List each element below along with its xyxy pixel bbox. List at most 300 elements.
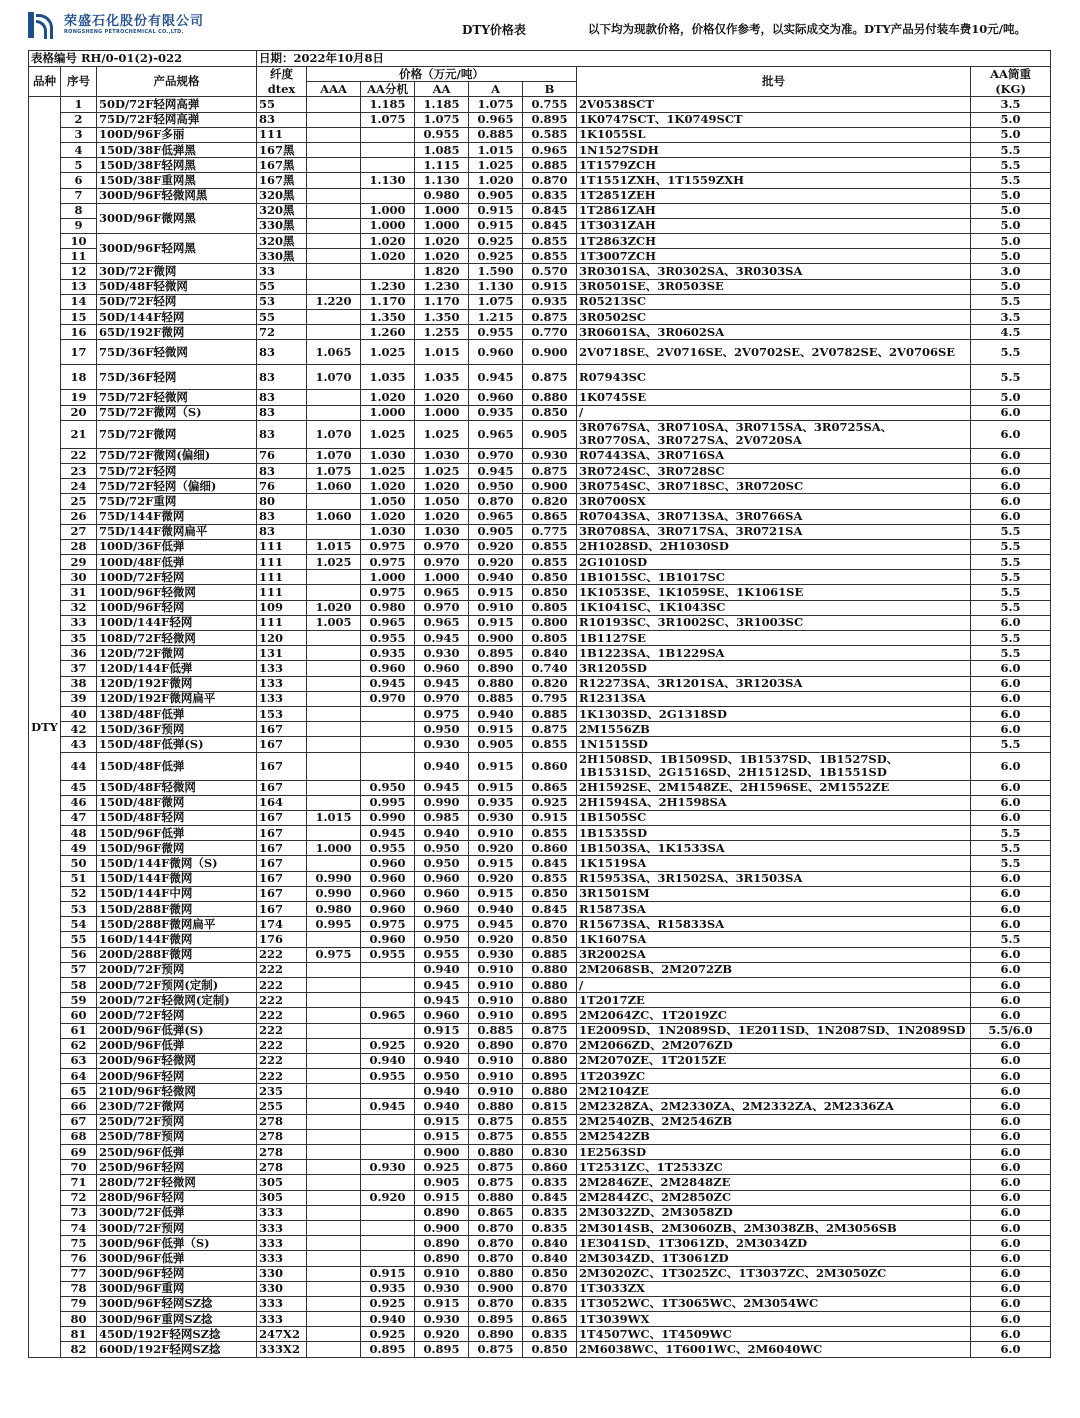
batch-cell: 2H1508SD、1B1509SD、1B1537SD、1B1527SD、1B1531SD、2G1516SD、2H1512SD、1B1551SD	[577, 752, 971, 780]
spec-cell: 100D/96F多丽	[97, 127, 257, 142]
batch-cell: 2H1594SA、2H1598SA	[577, 795, 971, 810]
table-row	[29, 555, 1051, 570]
price-aa-cell: 0.920	[415, 1327, 469, 1342]
price-aa-cell: 0.985	[415, 810, 469, 825]
dtex-cell: 153	[257, 706, 307, 721]
weight-cell: 6.0	[971, 1220, 1051, 1235]
spec-cell: 50D/72F轻网高弹	[97, 97, 257, 112]
price-aa-cell: 0.950	[415, 841, 469, 856]
price-aa-cell: 0.940	[415, 962, 469, 977]
price-b-cell: 0.815	[523, 1099, 577, 1114]
table-row	[29, 390, 1051, 405]
spec-cell: 300D/96F轻网SZ捻	[97, 1296, 257, 1311]
price-b-cell: 0.855	[523, 871, 577, 886]
dtex-cell: 167黑	[257, 158, 307, 173]
company-name-cn: 荣盛石化股份有限公司	[64, 14, 205, 29]
weight-cell: 6.0	[971, 1296, 1051, 1311]
price-b-cell: 0.820	[523, 676, 577, 691]
price-aa-split-cell: 1.020	[361, 390, 415, 405]
dtex-cell: 174	[257, 917, 307, 932]
price-aa-split-cell: 0.895	[361, 1342, 415, 1357]
price-b-cell: 0.900	[523, 479, 577, 494]
price-aa-split-cell: 0.995	[361, 795, 415, 810]
seq-cell: 39	[61, 691, 97, 706]
spec-cell: 75D/144F微网扁平	[97, 524, 257, 539]
weight-cell: 5.5	[971, 142, 1051, 157]
price-a-cell: 1.075	[469, 97, 523, 112]
price-a-cell: 0.880	[469, 1145, 523, 1160]
price-b-cell: 0.840	[523, 646, 577, 661]
price-aa-split-cell	[361, 977, 415, 992]
spec-cell: 150D/38F低弹黑	[97, 142, 257, 157]
table-row	[29, 1220, 1051, 1235]
seq-cell: 18	[61, 365, 97, 390]
price-aa-cell: 1.030	[415, 524, 469, 539]
seq-cell: 28	[61, 539, 97, 554]
dtex-cell: 320黑	[257, 203, 307, 218]
table-row	[29, 1084, 1051, 1099]
spec-cell: 300D/96F轻网黑	[97, 234, 257, 264]
weight-cell: 6.0	[971, 1008, 1051, 1023]
price-a-cell: 0.905	[469, 737, 523, 752]
seq-cell: 19	[61, 390, 97, 405]
price-aa-cell: 0.970	[415, 691, 469, 706]
dtex-cell: 83	[257, 390, 307, 405]
weight-cell: 6.0	[971, 463, 1051, 478]
price-aa-split-cell: 0.975	[361, 585, 415, 600]
batch-cell: 1K1607SA	[577, 932, 971, 947]
table-row	[29, 962, 1051, 977]
weight-cell: 3.5	[971, 97, 1051, 112]
dtex-cell: 83	[257, 463, 307, 478]
seq-cell: 54	[61, 917, 97, 932]
seq-cell: 9	[61, 218, 97, 233]
price-aaa-cell: 1.015	[307, 810, 361, 825]
dtex-cell: 83	[257, 420, 307, 448]
price-aaa-cell	[307, 661, 361, 676]
batch-cell: 3R0708SA、3R0717SA、3R0721SA	[577, 524, 971, 539]
price-aa-split-cell: 0.935	[361, 1281, 415, 1296]
weight-cell: 6.0	[971, 691, 1051, 706]
weight-cell: 5.0	[971, 188, 1051, 203]
weight-cell: 3.5	[971, 310, 1051, 325]
dtex-cell: 278	[257, 1114, 307, 1129]
price-a-cell: 0.910	[469, 1053, 523, 1068]
table-row	[29, 902, 1051, 917]
spec-cell: 200D/96F轻网	[97, 1069, 257, 1084]
weight-cell: 6.0	[971, 509, 1051, 524]
weight-cell: 6.0	[971, 479, 1051, 494]
weight-cell: 6.0	[971, 494, 1051, 509]
dtex-cell: 83	[257, 340, 307, 365]
price-b-cell: 0.775	[523, 524, 577, 539]
price-a-cell: 0.945	[469, 365, 523, 390]
price-a-cell: 1.215	[469, 310, 523, 325]
seq-cell: 48	[61, 826, 97, 841]
price-b-cell: 0.830	[523, 1145, 577, 1160]
spec-cell: 150D/48F低弹	[97, 752, 257, 780]
dtex-cell: 330	[257, 1266, 307, 1281]
price-aaa-cell: 0.990	[307, 886, 361, 901]
spec-cell: 250D/96F轻网	[97, 1160, 257, 1175]
price-aa-cell: 0.965	[415, 615, 469, 630]
price-aa-cell: 0.960	[415, 902, 469, 917]
seq-cell: 55	[61, 932, 97, 947]
price-a-cell: 0.910	[469, 1008, 523, 1023]
table-row	[29, 325, 1051, 340]
col-aaa: AAA	[307, 82, 361, 97]
document-title: DTY价格表	[462, 23, 526, 37]
table-row	[29, 1099, 1051, 1114]
dtex-cell: 167	[257, 841, 307, 856]
price-aa-cell: 0.950	[415, 856, 469, 871]
weight-cell: 6.0	[971, 448, 1051, 463]
price-aa-cell: 0.900	[415, 1145, 469, 1160]
batch-cell: /	[577, 405, 971, 420]
price-aa-split-cell: 0.950	[361, 780, 415, 795]
dtex-cell: 111	[257, 585, 307, 600]
price-aa-split-cell	[361, 142, 415, 157]
batch-cell: 1T4507WC、1T4509WC	[577, 1327, 971, 1342]
batch-cell: 2M3032ZD、2M3058ZD	[577, 1205, 971, 1220]
price-aa-split-cell: 0.960	[361, 856, 415, 871]
spec-cell: 300D/96F轻网	[97, 1266, 257, 1281]
price-b-cell: 0.925	[523, 795, 577, 810]
price-b-cell: 0.845	[523, 1190, 577, 1205]
price-a-cell: 0.870	[469, 1220, 523, 1235]
price-aa-split-cell: 0.970	[361, 691, 415, 706]
price-aaa-cell	[307, 405, 361, 420]
weight-cell: 5.5	[971, 570, 1051, 585]
price-aa-cell: 0.945	[415, 631, 469, 646]
batch-cell: 1E2009SD、1N2089SD、1E2011SD、1N2087SD、1N2089SD	[577, 1023, 971, 1038]
seq-cell: 61	[61, 1023, 97, 1038]
spec-cell: 300D/96F低弹	[97, 1251, 257, 1266]
seq-cell: 81	[61, 1327, 97, 1342]
spec-cell: 138D/48F低弹	[97, 706, 257, 721]
seq-cell: 79	[61, 1296, 97, 1311]
price-b-cell: 0.865	[523, 780, 577, 795]
table-row	[29, 795, 1051, 810]
price-aa-split-cell: 0.940	[361, 1053, 415, 1068]
table-row	[29, 841, 1051, 856]
spec-cell: 30D/72F微网	[97, 264, 257, 279]
price-aa-split-cell	[361, 1175, 415, 1190]
spec-cell: 250D/72F预网	[97, 1114, 257, 1129]
price-a-cell: 0.905	[469, 188, 523, 203]
price-b-cell: 0.855	[523, 555, 577, 570]
price-b-cell: 0.795	[523, 691, 577, 706]
logo-icon	[28, 12, 56, 38]
seq-cell: 31	[61, 585, 97, 600]
price-b-cell: 0.885	[523, 706, 577, 721]
seq-cell: 33	[61, 615, 97, 630]
price-aaa-cell: 1.060	[307, 509, 361, 524]
table-row	[29, 1160, 1051, 1175]
price-b-cell: 0.835	[523, 1205, 577, 1220]
price-b-cell: 0.870	[523, 1038, 577, 1053]
seq-cell: 27	[61, 524, 97, 539]
spec-cell: 300D/96F重网SZ捻	[97, 1312, 257, 1327]
spec-cell: 200D/72F轻网	[97, 1008, 257, 1023]
weight-cell: 6.0	[971, 962, 1051, 977]
dtex-cell: 333	[257, 1251, 307, 1266]
batch-cell: 3R2002SA	[577, 947, 971, 962]
price-notice: 以下均为现款价格，价格仅作参考，以实际成交为准。DTY产品另付装车费10元/吨。	[588, 22, 1026, 36]
seq-cell: 47	[61, 810, 97, 825]
price-a-cell: 0.910	[469, 977, 523, 992]
batch-cell: 1T2039ZC	[577, 1069, 971, 1084]
price-aa-split-cell: 1.050	[361, 494, 415, 509]
price-b-cell: 0.880	[523, 977, 577, 992]
weight-cell: 6.0	[971, 902, 1051, 917]
price-aa-cell: 1.115	[415, 158, 469, 173]
weight-cell: 6.0	[971, 1281, 1051, 1296]
spec-cell: 250D/78F预网	[97, 1129, 257, 1144]
table-row	[29, 886, 1051, 901]
seq-cell: 80	[61, 1312, 97, 1327]
price-aa-cell: 0.920	[415, 1038, 469, 1053]
table-row	[29, 780, 1051, 795]
weight-cell: 6.0	[971, 1205, 1051, 1220]
spec-cell: 100D/96F轻微网	[97, 585, 257, 600]
price-aaa-cell	[307, 676, 361, 691]
table-row	[29, 585, 1051, 600]
price-aa-cell: 1.030	[415, 448, 469, 463]
table-row	[29, 1053, 1051, 1068]
price-aa-cell: 0.900	[415, 1220, 469, 1235]
price-aa-cell: 0.940	[415, 826, 469, 841]
batch-cell: 1E2563SD	[577, 1145, 971, 1160]
batch-cell: 2M2066ZD、2M2076ZD	[577, 1038, 971, 1053]
dtex-cell: 55	[257, 279, 307, 294]
price-b-cell: 0.895	[523, 112, 577, 127]
price-a-cell: 0.870	[469, 1251, 523, 1266]
price-aa-cell: 0.945	[415, 780, 469, 795]
col-seq: 序号	[61, 67, 97, 97]
seq-cell: 36	[61, 646, 97, 661]
price-aaa-cell	[307, 310, 361, 325]
price-aaa-cell	[307, 1281, 361, 1296]
price-a-cell: 0.915	[469, 752, 523, 780]
table-row	[29, 871, 1051, 886]
weight-cell: 6.0	[971, 1160, 1051, 1175]
table-row	[29, 1008, 1051, 1023]
weight-cell: 6.0	[971, 1099, 1051, 1114]
spec-cell: 160D/144F微网	[97, 932, 257, 947]
price-b-cell: 0.850	[523, 932, 577, 947]
price-aaa-cell	[307, 977, 361, 992]
seq-cell: 15	[61, 310, 97, 325]
col-dtex-top: 纤度	[257, 67, 307, 82]
spec-cell: 300D/96F轻微网黑	[97, 188, 257, 203]
dtex-cell: 133	[257, 661, 307, 676]
price-aa-split-cell	[361, 962, 415, 977]
spec-cell: 108D/72F轻微网	[97, 631, 257, 646]
price-aa-split-cell: 0.915	[361, 1266, 415, 1281]
weight-cell: 6.0	[971, 810, 1051, 825]
dtex-cell: 222	[257, 962, 307, 977]
dtex-cell: 167	[257, 886, 307, 901]
seq-cell: 53	[61, 902, 97, 917]
weight-cell: 6.0	[971, 780, 1051, 795]
price-b-cell: 0.930	[523, 448, 577, 463]
weight-cell: 6.0	[971, 993, 1051, 1008]
price-aa-split-cell: 1.130	[361, 173, 415, 188]
table-row	[29, 494, 1051, 509]
seq-cell: 71	[61, 1175, 97, 1190]
price-a-cell: 0.875	[469, 1129, 523, 1144]
seq-cell: 65	[61, 1084, 97, 1099]
price-b-cell: 0.865	[523, 509, 577, 524]
price-a-cell: 1.590	[469, 264, 523, 279]
price-aa-cell: 0.965	[415, 585, 469, 600]
company-logo	[28, 12, 204, 38]
price-b-cell: 0.835	[523, 1175, 577, 1190]
batch-cell: 1K1055SL	[577, 127, 971, 142]
price-a-cell: 0.950	[469, 479, 523, 494]
price-b-cell: 0.855	[523, 234, 577, 249]
seq-cell: 74	[61, 1220, 97, 1235]
batch-cell: 1N1515SD	[577, 737, 971, 752]
price-aaa-cell	[307, 158, 361, 173]
spec-cell: 230D/72F微网	[97, 1099, 257, 1114]
price-a-cell: 0.915	[469, 203, 523, 218]
spec-cell: 100D/72F轻网	[97, 570, 257, 585]
seq-cell: 52	[61, 886, 97, 901]
table-row	[29, 1145, 1051, 1160]
table-row	[29, 365, 1051, 390]
seq-cell: 3	[61, 127, 97, 142]
col-weight-bottom: (KG)	[971, 82, 1051, 97]
weight-cell: 6.0	[971, 1175, 1051, 1190]
price-aaa-cell	[307, 264, 361, 279]
dtex-cell: 222	[257, 993, 307, 1008]
batch-cell: 3R0700SX	[577, 494, 971, 509]
price-aaa-cell	[307, 1175, 361, 1190]
price-aa-split-cell: 0.920	[361, 1190, 415, 1205]
price-b-cell: 0.805	[523, 600, 577, 615]
seq-cell: 64	[61, 1069, 97, 1084]
weight-cell: 6.0	[971, 706, 1051, 721]
seq-cell: 49	[61, 841, 97, 856]
price-aa-cell: 0.890	[415, 1205, 469, 1220]
price-aaa-cell	[307, 1023, 361, 1038]
price-a-cell: 0.915	[469, 780, 523, 795]
spec-cell: 75D/72F微网	[97, 420, 257, 448]
price-a-cell: 0.885	[469, 127, 523, 142]
form-date: 日期：2022年10月8日	[257, 51, 1051, 67]
spec-cell: 200D/96F低弹(S)	[97, 1023, 257, 1038]
table-row	[29, 1236, 1051, 1251]
seq-cell: 4	[61, 142, 97, 157]
seq-cell: 8	[61, 203, 97, 218]
spec-cell: 280D/96F轻网	[97, 1190, 257, 1205]
price-aaa-cell	[307, 1190, 361, 1205]
weight-cell: 6.0	[971, 1251, 1051, 1266]
batch-cell: 1T3033ZX	[577, 1281, 971, 1296]
spec-cell: 300D/96F低弹（S)	[97, 1236, 257, 1251]
dtex-cell: 222	[257, 1069, 307, 1084]
dtex-cell: 278	[257, 1129, 307, 1144]
weight-cell: 5.5	[971, 555, 1051, 570]
price-aaa-cell	[307, 1342, 361, 1357]
dtex-cell: 167	[257, 826, 307, 841]
batch-cell: 1T2531ZC、1T2533ZC	[577, 1160, 971, 1175]
price-b-cell: 0.860	[523, 1160, 577, 1175]
price-aa-cell: 1.000	[415, 405, 469, 420]
table-row	[29, 448, 1051, 463]
price-aa-split-cell: 0.960	[361, 932, 415, 947]
price-a-cell: 0.970	[469, 448, 523, 463]
dtex-cell: 222	[257, 977, 307, 992]
dtex-cell: 222	[257, 947, 307, 962]
dtex-cell: 111	[257, 539, 307, 554]
seq-cell: 37	[61, 661, 97, 676]
weight-cell: 5.5	[971, 585, 1051, 600]
dtex-cell: 333X2	[257, 1342, 307, 1357]
price-b-cell: 0.840	[523, 1251, 577, 1266]
price-aaa-cell	[307, 142, 361, 157]
batch-cell: 1K1303SD、2G1318SD	[577, 706, 971, 721]
batch-cell: 1B1127SE	[577, 631, 971, 646]
price-aaa-cell	[307, 1327, 361, 1342]
spec-cell: 75D/36F轻网	[97, 365, 257, 390]
spec-cell: 100D/144F轻网	[97, 615, 257, 630]
price-aaa-cell	[307, 752, 361, 780]
price-a-cell: 0.920	[469, 539, 523, 554]
price-aa-cell: 0.930	[415, 646, 469, 661]
weight-cell: 6.0	[971, 1312, 1051, 1327]
seq-cell: 58	[61, 977, 97, 992]
price-a-cell: 0.880	[469, 676, 523, 691]
seq-cell: 56	[61, 947, 97, 962]
dtex-cell: 55	[257, 310, 307, 325]
price-b-cell: 0.875	[523, 722, 577, 737]
dtex-cell: 167	[257, 902, 307, 917]
price-aa-split-cell: 0.975	[361, 555, 415, 570]
weight-cell: 6.0	[971, 1266, 1051, 1281]
weight-cell: 5.5	[971, 932, 1051, 947]
price-aa-split-cell	[361, 1205, 415, 1220]
weight-cell: 6.0	[971, 752, 1051, 780]
price-b-cell: 0.820	[523, 494, 577, 509]
dtex-cell: 167	[257, 780, 307, 795]
table-row	[29, 737, 1051, 752]
price-aa-cell: 0.975	[415, 706, 469, 721]
price-aa-split-cell	[361, 1129, 415, 1144]
price-b-cell: 0.585	[523, 127, 577, 142]
price-aa-cell: 1.185	[415, 97, 469, 112]
table-row	[29, 127, 1051, 142]
weight-cell: 5.5	[971, 631, 1051, 646]
price-aaa-cell	[307, 173, 361, 188]
dtex-cell: 333	[257, 1312, 307, 1327]
price-aaa-cell	[307, 780, 361, 795]
table-row	[29, 1342, 1051, 1357]
price-aa-split-cell: 1.000	[361, 218, 415, 233]
price-aaa-cell	[307, 1069, 361, 1084]
price-aa-split-cell	[361, 1220, 415, 1235]
price-aa-split-cell: 1.185	[361, 97, 415, 112]
table-row	[29, 676, 1051, 691]
seq-cell: 57	[61, 962, 97, 977]
price-a-cell: 1.020	[469, 173, 523, 188]
spec-cell: 200D/96F轻微网	[97, 1053, 257, 1068]
price-b-cell: 0.845	[523, 218, 577, 233]
price-aa-cell: 0.960	[415, 871, 469, 886]
price-aa-cell: 0.945	[415, 977, 469, 992]
